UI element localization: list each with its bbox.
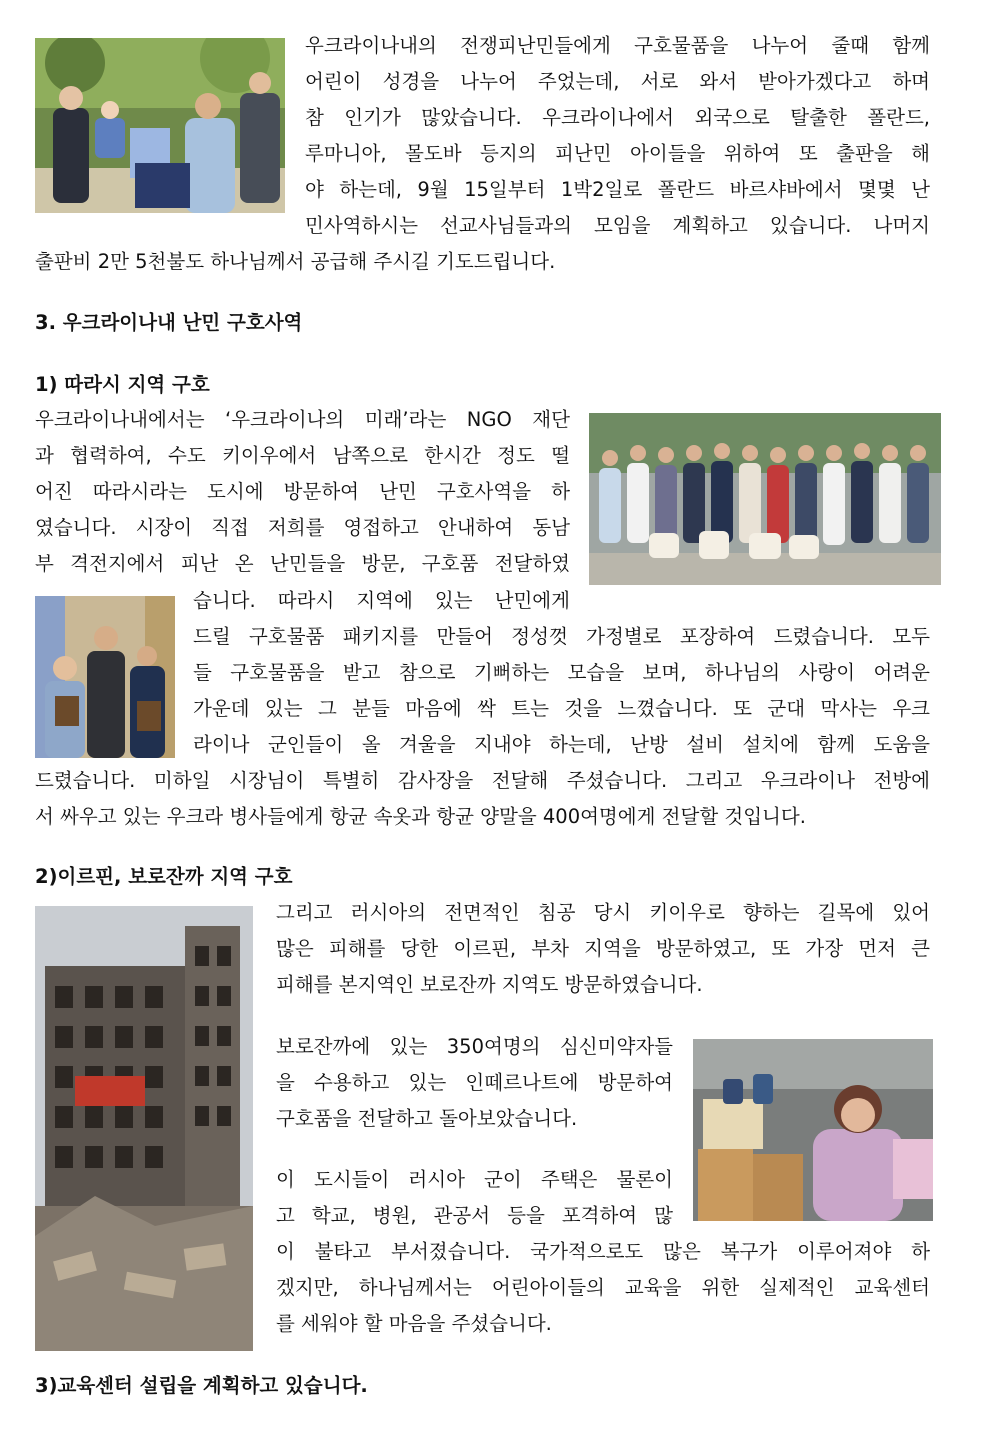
subsection-heading-3: 3)교육센터 설립을 계획하고 있습니다. — [35, 1374, 368, 1397]
text-line: 들 구호물품을 받고 참으로 기뻐하는 모습을 보며, 하나님의 사랑이 어려운 — [193, 661, 930, 684]
text-line: 드릴 구호물품 패키지를 만들어 정성껏 가정별로 포장하여 드렸습니다. 모두 — [193, 625, 930, 648]
sub2-paragraph-c-wide — [276, 1234, 930, 1342]
subsection-heading-1: 1) 따라시 지역 구호 — [35, 373, 210, 396]
text-line: 고 학교, 병원, 관공서 등을 포격하여 많 — [276, 1204, 673, 1227]
text-line: 출판비 2만 5천불도 하나님께서 공급해 주시길 기도드립니다. — [35, 250, 556, 273]
text-line: 참 인기가 많았습니다. 우크라이나에서 외국으로 탈출한 폴란드, — [305, 106, 930, 129]
text-line: 서 싸우고 있는 우크라 병사들에게 항균 속옷과 항균 양말을 400여명에게 전달할 것입니다. — [35, 805, 806, 828]
sub1-paragraph-indented — [193, 583, 570, 619]
photo-destroyed-building — [35, 906, 253, 1351]
text-line: 피해를 본지역인 보로잔까 지역도 방문하였습니다. — [276, 973, 703, 996]
section-heading: 3. 우크라이나내 난민 구호사역 — [35, 311, 303, 334]
text-line: 우크라이나내에서는 ‘우크라이나의 미래’라는 NGO 재단 — [35, 408, 570, 431]
photo-certificate — [35, 596, 175, 758]
text-line: 라이나 군인들이 올 겨울을 지내야 하는데, 난방 설비 설치에 함께 도움을 — [193, 733, 930, 756]
sub1-paragraph-left — [35, 402, 570, 582]
sub1-paragraph-wrap — [193, 619, 930, 763]
text-line: 이 도시들이 러시아 군이 주택은 물론이 — [276, 1168, 673, 1191]
text-line: 부 격전지에서 피난 온 난민들을 방문, 구호품 전달하였 — [35, 552, 570, 575]
intro-paragraph-right — [305, 28, 930, 244]
text-line: 우크라이나내의 전쟁피난민들에게 구호물품을 나누어 줄때 함께 — [305, 34, 930, 57]
text-line: 그리고 러시아의 전면적인 침공 당시 키이우로 향하는 길목에 있어 — [276, 901, 930, 924]
text-line: 야 하는데, 9월 15일부터 1박2일로 폴란드 바르샤바에서 몇몇 난 — [305, 178, 930, 201]
text-line: 였습니다. 시장이 직접 저희를 영접하고 안내하여 동남 — [35, 516, 570, 539]
photo-bible-distribution — [35, 38, 285, 213]
text-line: 구호품을 전달하고 돌아보았습니다. — [276, 1107, 578, 1130]
text-line: 어진 따라시라는 도시에 방문하여 난민 구호사역을 하 — [35, 480, 570, 503]
sub2-paragraph-b — [276, 1029, 673, 1137]
text-line: 가운데 있는 그 분들 마음에 싹 트는 것을 느꼈습니다. 또 군대 막사는 우크 — [193, 697, 930, 720]
text-line: 과 협력하여, 수도 키이우에서 남쪽으로 한시간 정도 떨 — [35, 444, 570, 467]
text-line: 민사역하시는 선교사님들과의 모임을 계획하고 있습니다. 나머지 — [305, 214, 930, 237]
sub2-paragraph-a — [276, 895, 930, 1003]
text-line: 습니다. 따라시 지역에 있는 난민에게 — [193, 589, 570, 612]
subsection-heading-2: 2)이르핀, 보로잔까 지역 구호 — [35, 865, 293, 888]
photo-relief-boxes — [693, 1039, 933, 1221]
sub2-paragraph-c-narrow — [276, 1162, 673, 1234]
text-line: 루마니아, 몰도바 등지의 피난민 아이들을 위하여 또 출판을 해 — [305, 142, 930, 165]
text-line: 많은 피해를 당한 이르핀, 부차 지역을 방문하였고, 또 가장 먼저 큰 — [276, 937, 930, 960]
text-line: 이 불타고 부서졌습니다. 국가적으로도 많은 복구가 이루어져야 하 — [276, 1240, 930, 1263]
text-line: 겠지만, 하나님께서는 어린아이들의 교육을 위한 실제적인 교육센터 — [276, 1276, 930, 1299]
text-line: 드렸습니다. 미하일 시장님이 특별히 감사장을 전달해 주셨습니다. 그리고 우크라이나 전방에 — [35, 769, 930, 792]
text-line: 을 수용하고 있는 인떼르나트에 방문하여 — [276, 1071, 673, 1094]
text-line: 보로잔까에 있는 350여명의 심신미약자들 — [276, 1035, 673, 1058]
sub1-paragraph-full — [35, 763, 930, 835]
text-line: 어린이 성경을 나누어 주었는데, 서로 와서 받아가겠다고 하며 — [305, 70, 930, 93]
intro-paragraph-full — [35, 244, 930, 280]
photo-group-taras — [589, 413, 941, 585]
text-line: 를 세워야 할 마음을 주셨습니다. — [276, 1312, 552, 1335]
